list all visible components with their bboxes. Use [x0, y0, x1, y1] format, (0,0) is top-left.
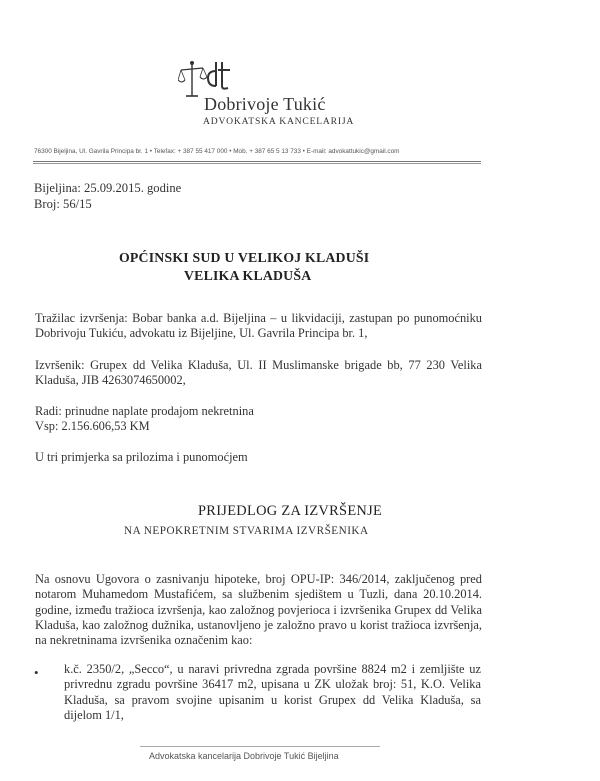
letterhead-divider — [33, 161, 481, 162]
property-list-item: k.č. 2350/2, „Secco“, u naravi privredna zgrada površine 8824 m2 i zemljište uz privrednu zgradu površine 36417 m2, upisana u ZK uložak broj: 51, K.O. Velika Kladuša, sa pravom svojine upisanim u korist Grupex dd Velika Kladuša, sa dijelom 1/1, — [64, 662, 481, 722]
letterhead-subtitle: ADVOKATSKA KANCELARIJA — [203, 116, 355, 127]
document-subtitle: NA NEPOKRETNIM STVARIMA IZVRŠENIKA — [124, 525, 369, 537]
applicant-paragraph: Tražilac izvršenja: Bobar banka a.d. Bijeljina – u likvidaciji, zastupan po punomoćniku Dobrivoju Tukiću, advokatu iz Bijeljine, Ul. Gavrila Principa br. 1, — [35, 311, 482, 341]
page-footer: Advokatska kancelarija Dobrivoje Tukić Bijeljina — [149, 751, 339, 761]
dispute-value-line: Vsp: 2.156.606,53 KM — [35, 419, 150, 433]
reason-line: Radi: prinudne naplate prodajom nekretnina — [35, 404, 254, 418]
copies-line: U tri primjerka sa prilozima i punomoćjem — [35, 450, 248, 464]
court-name: OPĆINSKI SUD U VELIKOJ KLADUŠI — [119, 250, 370, 265]
bullet-icon: • — [34, 665, 39, 680]
court-location: VELIKA KLADUŠA — [184, 268, 312, 283]
intro-paragraph: Na osnovu Ugovora o zasnivanju hipoteke, broj OPU-IP: 346/2014, zaključenog pred notarom Muhamedom Mustafićem, sa službenim sjedištem u Tuzli, dana 20.10.2014. godine, između tražioca izvršenja, kao založnog povjerioca i izvršenika Grupex dd Velika Kladuša, kao založnog dužnika, ustanovljeno je založno pravo u korist tražioca izvršenja, na nekretninama izvršenika označenim kao: — [35, 572, 482, 648]
debtor-paragraph: Izvršenik: Grupex dd Velika Kladuša, Ul. II Muslimanske brigade bb, 77 230 Velika Kladuša, JIB 4263074650002, — [35, 358, 482, 388]
place-date: Bijeljina: 25.09.2015. godine — [34, 181, 182, 195]
letterhead-divider-secondary — [33, 163, 481, 164]
document-number: Broj: 56/15 — [34, 197, 92, 211]
document-title: PRIJEDLOG ZA IZVRŠENJE — [198, 503, 383, 519]
letterhead-contact: 76300 Bijeljina, Ul. Gavrila Principa br. 1 • Telefax: + 387 55 417 000 • Mob. + 387 65 5 13 733 • E-mail: advokattukic@gmail.com — [34, 148, 400, 155]
letterhead-name: Dobrivoje Tukić — [204, 94, 326, 114]
footer-divider — [140, 746, 380, 747]
